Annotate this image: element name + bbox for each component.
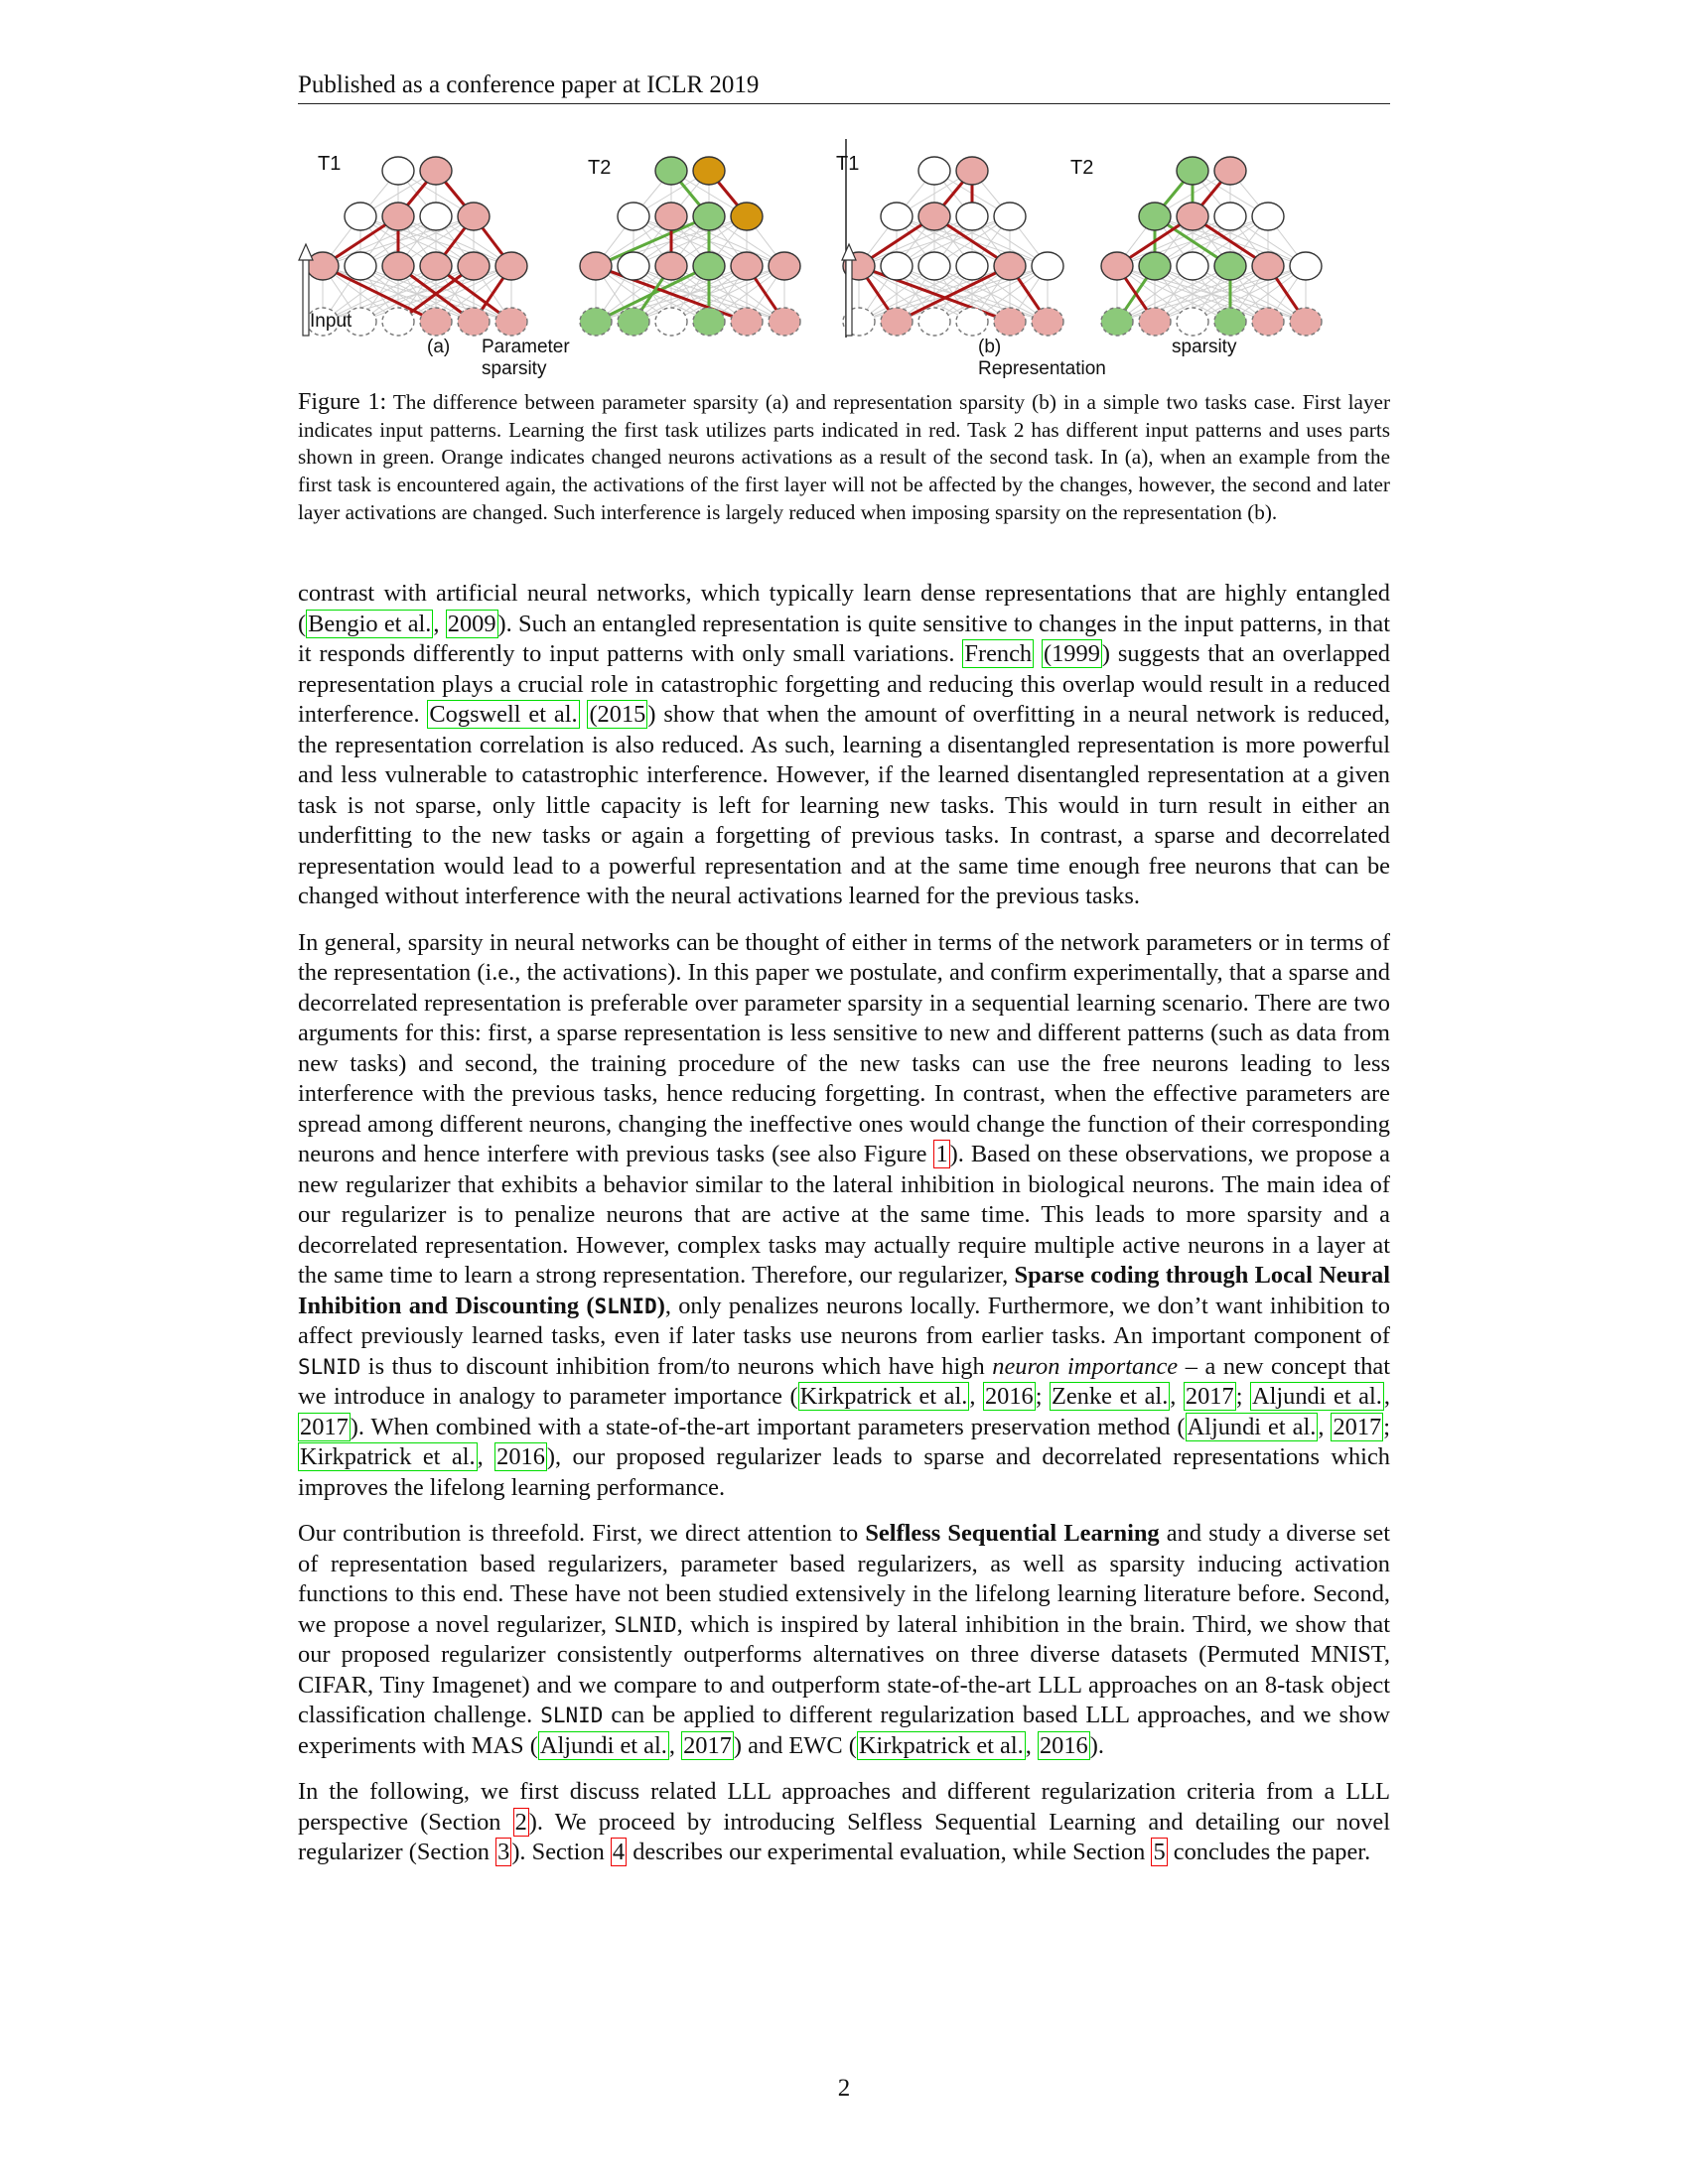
text: ). Based on these observations, we propose a new regularizer that exhibits a behavior similar to the lateral inhibition in biological neurons. The main idea of our regularizer is to penalize neurons that are active at the same time. This leads to more sparsity and a decorrelated representation. However, complex tasks may actually require multiple active neurons in a layer at the same time to learn a strong representation. Therefore, our regularizer, [298, 1141, 1390, 1289]
citation-link[interactable]: (1999 [1043, 640, 1100, 667]
neuron-node [956, 203, 988, 230]
citation-link[interactable]: Bengio et al. [308, 610, 432, 637]
neuron-node [693, 252, 725, 280]
neuron-node [382, 203, 414, 230]
neuron-node [382, 308, 414, 336]
text: ; [1235, 1383, 1243, 1410]
neuron-node [918, 157, 950, 185]
citation-link[interactable]: 2016 [984, 1383, 1034, 1410]
panel-a-title: Parameter sparsity [482, 337, 570, 379]
text: ; [1035, 1383, 1043, 1410]
text: ) suggests that an overlapped representation plays a crucial role in catastrophic forgetting and reducing this overlap would result in a reduced interference. [298, 640, 1391, 728]
text: , which is inspired by lateral inhibition in the brain. Third, we show that our proposed regularizer consistently outperforms alternatives on three diverse datasets (Permuted MNIST, CIFAR, Tiny Imagenet) and we compare to and outperform state-of-the-art LLL approaches on an 8-task object classification challenge. [298, 1610, 1390, 1728]
edge-background [859, 216, 972, 266]
text: ), our proposed regularizer leads to sparse and decorrelated representations which improves the lifelong learning performance. [298, 1443, 1390, 1501]
neuron-node [693, 308, 725, 336]
neuron-node [693, 203, 725, 230]
method-name: SLNID [614, 1612, 677, 1637]
edge-background [323, 216, 436, 266]
text: ). [1089, 1731, 1104, 1759]
neuron-node [495, 252, 527, 280]
neuron-node [458, 203, 490, 230]
citation-link[interactable]: 2016 [496, 1443, 545, 1470]
neuron-node [881, 252, 913, 280]
citation-link[interactable]: 2017 [1185, 1383, 1234, 1410]
neuron-node [994, 252, 1026, 280]
section-ref-link[interactable]: 3 [497, 1839, 510, 1865]
citation-link[interactable]: 2017 [683, 1731, 732, 1759]
left-t2-label: T2 [588, 157, 612, 179]
neuron-node [618, 203, 649, 230]
edge-background [1117, 216, 1230, 266]
left-t1-label: T1 [318, 153, 342, 175]
neuron-node [655, 252, 687, 280]
neuron-node [420, 203, 452, 230]
text: Sparse coding through Local Neural Inhibition and Discounting ( [298, 1262, 1390, 1319]
citation-link[interactable]: 2017 [1333, 1413, 1382, 1440]
citation-link[interactable]: Kirkpatrick et al. [858, 1731, 1024, 1759]
neuron-node [420, 157, 452, 185]
input-label: Input [310, 311, 352, 332]
neuron-node [420, 252, 452, 280]
citation-link[interactable]: 2017 [300, 1413, 349, 1440]
neuron-node [994, 203, 1026, 230]
neuron-node [420, 308, 452, 336]
neuron-node [1252, 203, 1284, 230]
text: Our contribution is threefold. First, we direct attention to [298, 1520, 859, 1547]
neuron-node [1290, 308, 1322, 336]
neuron-node [956, 308, 988, 336]
citation-link[interactable]: Zenke et al. [1052, 1383, 1169, 1410]
neuron-node [458, 252, 490, 280]
citation-link[interactable]: Kirkpatrick et al. [799, 1383, 968, 1410]
text: ). Such an entangled representation is quite sensitive to changes in the input patterns, in that it responds differently to input patterns with only small variations. [298, 610, 1390, 667]
neuron-node [1177, 252, 1208, 280]
figure-1 [298, 139, 1400, 377]
neuron-node [345, 203, 376, 230]
neuron-node [1139, 203, 1171, 230]
neuron-node [918, 203, 950, 230]
paragraph-3: Our contribution is threefold. First, we direct attention to Selfless Sequential Learning and study a diverse set of representation based regularizers, parameter based regularizers, as well as sparsity inducing activation functions to this end. These have not been studied extensively in the lifelong learning literature before. Second, we propose a novel regularizer, SLNID, which is inspired by lateral inhibition in the brain. Third, we show that our proposed regularizer consistently outperforms alternatives on three diverse datasets (Permuted MNIST, CIFAR, Tiny Imagenet) and we compare to and outperform state-of-the-art LLL approaches on an 8-task object classification challenge. SLNID can be applied to different regularization based LLL approaches, and we show experiments with MAS (Aljundi et al., 2017) and EWC (Kirkpatrick et al., 2016). [298, 1520, 1390, 1759]
section-ref-link[interactable]: 4 [612, 1839, 626, 1865]
section-ref-link[interactable]: 5 [1153, 1839, 1166, 1865]
citation-link[interactable]: Aljundi et al. [539, 1731, 667, 1759]
neuron-node [1101, 252, 1133, 280]
italic-term: neuron importance [992, 1352, 1179, 1380]
text: In general, sparsity in neural networks can be thought of either in terms of the network parameters or in terms of the representation (i.e., the activations). In this paper we postulate, and confirm experimentally, that a sparse and decorrelated representation is preferable over parameter sparsity in a sequential learning scenario. There are two arguments for this: first, a sparse representation is less sensitive to new and different patterns (such as data from new tasks) and second, the training procedure of the new tasks can use the free neurons leading to less interference with the previous tasks, hence reducing forgetting. In contrast, when the effective parameters are spread among different neurons, changing the ineffective ones would change the function of their corresponding neurons and hence interfere with previous tasks (see also Figure [298, 928, 1390, 1167]
neuron-node [881, 308, 913, 336]
neuron-node [655, 203, 687, 230]
caption-text: The difference between parameter sparsity (a) and representation sparsity (b) in a simple two tasks case. First layer indicates input patterns. Learning the first task utilizes parts indicated in red. Task 2 has different input patterns and uses parts shown in green. Orange indicates changed neurons activations as a result of the second task. In (a), when an example from the first task is encountered again, the activations of the first layer will not be affected by the changes, however, the second and later layer activations are changed. Such interference is largely reduced when imposing sparsity on the representation (b). [298, 390, 1391, 524]
text: ; [1383, 1413, 1390, 1440]
neuron-node [994, 308, 1026, 336]
neuron-node [731, 252, 763, 280]
caption-label: Figure 1: [298, 389, 387, 415]
method-name: SLNID [298, 1354, 361, 1379]
neuron-node [1252, 308, 1284, 336]
neuron-node [731, 308, 763, 336]
citation-link[interactable]: (2015 [589, 701, 646, 728]
neuron-node [1177, 308, 1208, 336]
panel-b-label: (b) Representation [978, 337, 1106, 379]
neuron-node [956, 157, 988, 185]
neuron-node [693, 157, 725, 185]
panel-a-label: (a) [427, 337, 451, 357]
citation-link[interactable]: Cogswell et al. [429, 701, 578, 728]
neuron-node [345, 252, 376, 280]
neuron-node [495, 308, 527, 336]
neuron-node [1252, 252, 1284, 280]
text: ). We proceed by introducing Selfless Sequential Learning and detailing our novel regularizer (Section [298, 1808, 1390, 1865]
neuron-node [618, 308, 649, 336]
neuron-node [1214, 157, 1246, 185]
text: and study a diverse set of representation based regularizers, parameter based regularizers, as well as sparsity inducing activation functions to this end. These have not been studied extensively in the lifelong learning literature before. Second, we propose a novel regularizer, [298, 1520, 1390, 1638]
citation-link[interactable]: Aljundi et al. [1251, 1383, 1382, 1410]
neuron-node [918, 252, 950, 280]
neuron-node [769, 308, 800, 336]
method-name: SLNID [594, 1294, 657, 1318]
neuron-node [881, 203, 913, 230]
figure-caption [298, 389, 1390, 527]
input-arrow-shaft [303, 258, 309, 336]
text: can be applied to different regularization based LLL approaches, and we show experiments with MAS ( [298, 1702, 1390, 1759]
paragraph-1: contrast with artificial neural networks, which typically learn dense representations that are highly entangled (Bengio et al., 2009). Such an entangled representation is quite sensitive to changes in the input patterns, in that it responds differently to input patterns with only small variations. French (1999) suggests that an overlapped representation plays a crucial role in catastrophic forgetting and reducing this overlap would result in a reduced interference. Cogswell et al. (2015) show that when the amount of overfitting in a neural network is reduced, the representation correlation is also reduced. As such, learning a disentangled representation is more powerful and less vulnerable to catastrophic interference. However, if the learned disentangled representation at a given task is not sparse, only little capacity is left for learning new tasks. This would in turn result in either an underfitting to the new tasks or again a forgetting of previous tasks. In contrast, a sparse and decorrelated representation would lead to a powerful representation and at the same time enough free neurons that can be changed without interference with the neural activations learned for the previous tasks. [298, 580, 1391, 909]
citation-link[interactable]: 2016 [1039, 1731, 1088, 1759]
text: ) show that when the amount of overfitting in a neural network is reduced, the representation correlation is also reduced. As such, learning a disentangled representation is more powerful and less vulnerable to catastrophic interference. However, if the learned disentangled representation at a given task is not sparse, only little capacity is left for learning new tasks. This would in turn result in either an underfitting to the new tasks or again a forgetting of previous tasks. In contrast, a sparse and decorrelated representation would lead to a powerful representation and at the same time enough free neurons that can be changed without interference with the neural activations learned for the previous tasks. [298, 701, 1390, 909]
neuron-node [1214, 203, 1246, 230]
edge-active [596, 216, 709, 266]
neuron-node [769, 252, 800, 280]
method-name: SLNID [540, 1704, 604, 1727]
neuron-node [655, 308, 687, 336]
neuron-node [956, 252, 988, 280]
neuron-node [731, 203, 763, 230]
paragraph-4 [298, 1777, 1390, 1868]
text: In the following, we first discuss related LLL approaches and different regularization criteria from a LLL perspective (Section [298, 1778, 1390, 1836]
neuron-node [1139, 252, 1171, 280]
text: – a new concept that we introduce in analogy to parameter importance ( [298, 1352, 1391, 1410]
panel-b-title: sparsity [1172, 337, 1237, 357]
text: ) and EWC ( [733, 1731, 857, 1759]
bold-term: Selfless Sequential Learning [865, 1520, 1160, 1547]
text: ). Section [511, 1839, 605, 1865]
neuron-node [1139, 308, 1171, 336]
figure-ref-link[interactable]: 1 [935, 1141, 948, 1167]
input-arrow-shaft [846, 258, 852, 336]
neuron-node [918, 308, 950, 336]
neuron-node [1177, 203, 1208, 230]
right-t2-label: T2 [1070, 157, 1094, 179]
citation-link[interactable]: 2009 [447, 610, 496, 637]
text: concludes the paper. [1173, 1839, 1371, 1865]
body-text [298, 579, 1390, 1884]
neuron-node [655, 157, 687, 185]
running-header: Published as a conference paper at ICLR 2019 [298, 71, 1390, 104]
neuron-node [580, 308, 612, 336]
paragraph-2: In general, sparsity in neural networks can be thought of either in terms of the network parameters or in terms of the representation (i.e., the activations). In this paper we postulate, and confirm experimentally, that a sparse and decorrelated representation is preferable over parameter sparsity in a sequential learning scenario. There are two arguments for this: first, a sparse representation is less sensitive to new and different patterns (such as data from new tasks) and second, the training procedure of the new tasks can use the free neurons leading to less interference with the previous tasks, hence reducing forgetting. In contrast, when the effective parameters are spread among different neurons, changing the ineffective ones would change the function of their corresponding neurons and hence interfere with previous tasks (see also Figure 1). Based on these observations, we propose a new regularizer that exhibits a behavior similar to the lateral inhibition in biological neurons. The main idea of our regularizer is to penalize neurons that are active at the same time. This leads to more sparsity and a decorrelated representation. However, complex tasks may actually require multiple active neurons in a layer at the same time to learn a strong representation. Therefore, our regularizer, Sparse coding through Local Neural Inhibition and Discounting (SLNID), only penalizes neurons locally. Furthermore, we don’t want inhibition to affect previously learned tasks, even if later tasks use neurons from earlier tasks. An important component of SLNID is thus to discount inhibition from/to neurons which have high neuron importance – a new concept that we introduce in analogy to parameter importance (Kirkpatrick et al., 2016; Zenke et al., 2017; Aljundi et al., 2017). When combined with a state-of-the-art important parameters preservation method (Aljundi et al., 2017; Kirkpatrick et al., 2016), our proposed regularizer leads to sparse and decorrelated representations which improves the lifelong learning performance. [298, 928, 1391, 1501]
citation-link[interactable]: French [964, 640, 1033, 667]
neuron-node [1101, 308, 1133, 336]
neuron-node [382, 252, 414, 280]
neuron-node [1032, 252, 1063, 280]
text: ). When combined with a state-of-the-art important parameters preservation method ( [350, 1413, 1186, 1440]
neuron-node [580, 252, 612, 280]
neuron-node [1177, 157, 1208, 185]
section-ref-link[interactable]: 2 [514, 1808, 527, 1836]
neuron-node [618, 252, 649, 280]
neuron-node [382, 157, 414, 185]
citation-link[interactable]: Kirkpatrick et al. [300, 1443, 476, 1470]
neuron-node [1214, 308, 1246, 336]
text: is thus to discount inhibition from/to neurons which have high [367, 1352, 985, 1380]
text: , only penalizes neurons locally. Furthermore, we don’t want inhibition to affect previously learned tasks, even if later tasks use neurons from earlier tasks. An important component of [298, 1292, 1390, 1349]
right-t1-label: T1 [836, 153, 860, 175]
page-number: 2 [837, 2075, 851, 2102]
text: ) [656, 1292, 665, 1319]
neuron-node [1290, 252, 1322, 280]
text: describes our experimental evaluation, while Section [633, 1839, 1146, 1865]
text: contrast with artificial neural networks, which typically learn dense representations that are highly entangled ( [298, 580, 1390, 637]
input-arrow-head [299, 244, 313, 260]
neuron-node [458, 308, 490, 336]
neuron-node [1214, 252, 1246, 280]
citation-link[interactable]: Aljundi et al. [1187, 1413, 1317, 1440]
neuron-node [1032, 308, 1063, 336]
